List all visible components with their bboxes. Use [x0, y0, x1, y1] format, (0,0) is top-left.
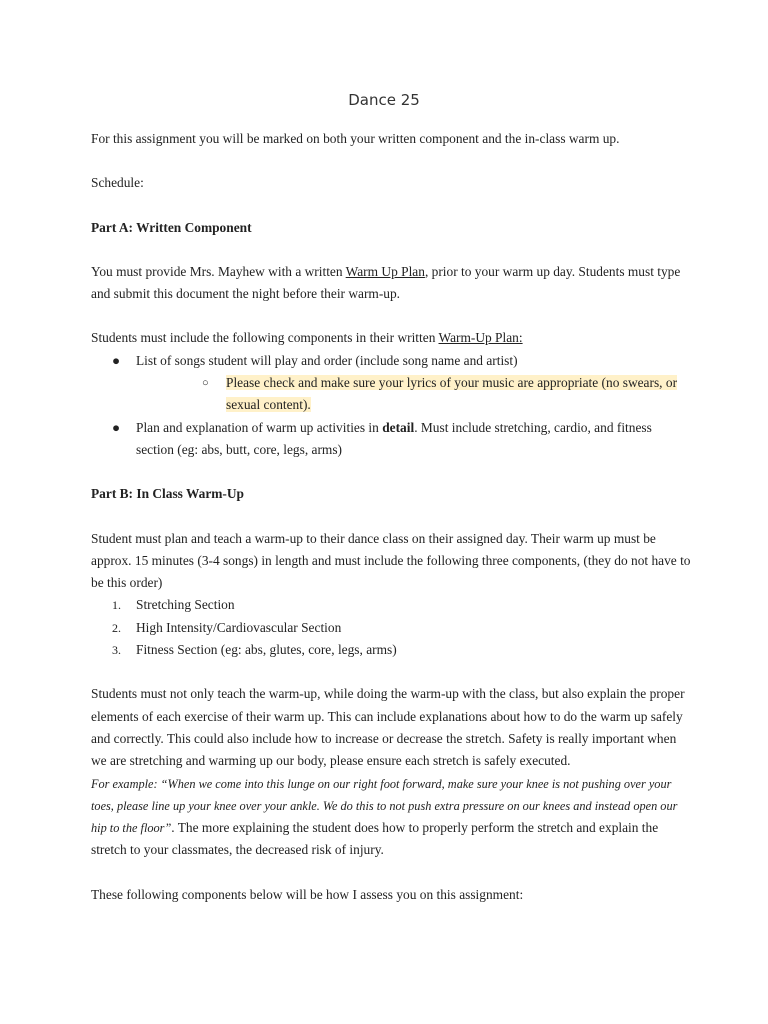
- part-b-paragraph-2: Students must not only teach the warm-up, while doing the warm-up with the class, but also explain the proper elements of each exercise of their warm up. This can include explanations about how to do the warm up safely and correctly. This could also include how to increase or decrease the stretch. Safety is really important when we are stretching and warming up our body, please ensure each stretch is safely executed.: [91, 686, 685, 769]
- schedule-label: Schedule:: [91, 175, 144, 191]
- hollow-bullet-icon: ○: [202, 377, 209, 390]
- list-item-text: High Intensity/Cardiovascular Section: [136, 619, 342, 635]
- warm-up-plan-link-2[interactable]: Warm-Up Plan:: [438, 330, 523, 346]
- part-b-numbered-list: [91, 594, 691, 661]
- list-item-text: Stretching Section: [136, 597, 235, 613]
- bullet-bold-word: detail: [382, 419, 415, 435]
- document-body: [91, 128, 691, 906]
- list-number: 2.: [112, 620, 121, 635]
- part-a-p2-text: Students must include the following components in their written: [91, 330, 439, 346]
- bullet-text-plan: [136, 420, 652, 457]
- part-b-paragraph-1: Student must plan and teach a warm-up to their dance class on their assigned day. Their warm up must be approx. 15 minutes (3-4 songs) in length and must include the following three components, (they do not have to be this order): [91, 530, 691, 591]
- example-followup: . The more explaining the student does how to properly perform the stretch and explain the stretch to your classmates, the decreased risk of injury.: [91, 820, 659, 858]
- part-a-paragraph-1: [91, 261, 691, 306]
- bullet-text-rest: . Must include stretching, cardio, and fitness section (eg: abs, butt, core, legs, arms): [136, 419, 652, 457]
- list-number: 1.: [112, 598, 121, 613]
- list-item: [91, 417, 691, 462]
- part-b-heading: Part B: In Class Warm-Up: [91, 486, 245, 502]
- list-item: [136, 372, 691, 417]
- part-a-heading: Part A: Written Component: [91, 219, 252, 235]
- assessment-intro: These following components below will be how I assess you on this assignment:: [91, 886, 524, 902]
- part-a-bullet-list: [91, 350, 691, 461]
- highlighted-note: Please check and make sure your lyrics of your music are appropriate (no swears, or sexual content).: [226, 375, 678, 413]
- bullet-text-songs: List of songs student will play and order (include song name and artist): [136, 352, 518, 368]
- list-item: [91, 617, 691, 639]
- example-paragraph: [91, 773, 691, 862]
- page-title: Dance 25: [348, 91, 420, 109]
- sub-bullet-list: [136, 372, 691, 417]
- bullet-icon: ●: [112, 419, 121, 435]
- part-a-p1-text: You must provide Mrs. Mayhew with a written: [91, 263, 346, 279]
- part-a-paragraph-2: [91, 327, 691, 349]
- example-quote: For example: “When we come into this lunge on our right foot forward, make sure your knee is not pushing over your toes, please line up your knee over your ankle. We do this to not push extra pressure on our knees and instead open our hip to the floor”: [91, 776, 678, 836]
- bullet-icon: ●: [112, 352, 121, 368]
- list-item-text: Fitness Section (eg: abs, glutes, core, legs, arms): [136, 642, 397, 658]
- list-item: [91, 594, 691, 616]
- bullet-text-part: Plan and explanation of warm up activities in: [136, 419, 383, 435]
- intro-paragraph: For this assignment you will be marked on both your written component and the in-class warm up.: [91, 131, 620, 146]
- list-item: [91, 350, 691, 417]
- part-a-p1-rest: , prior to your warm up day. Students must type and submit this document the night before their warm-up.: [91, 263, 681, 302]
- list-item: [91, 639, 691, 661]
- list-number: 3.: [112, 643, 121, 658]
- warm-up-plan-link[interactable]: Warm Up Plan: [345, 263, 425, 279]
